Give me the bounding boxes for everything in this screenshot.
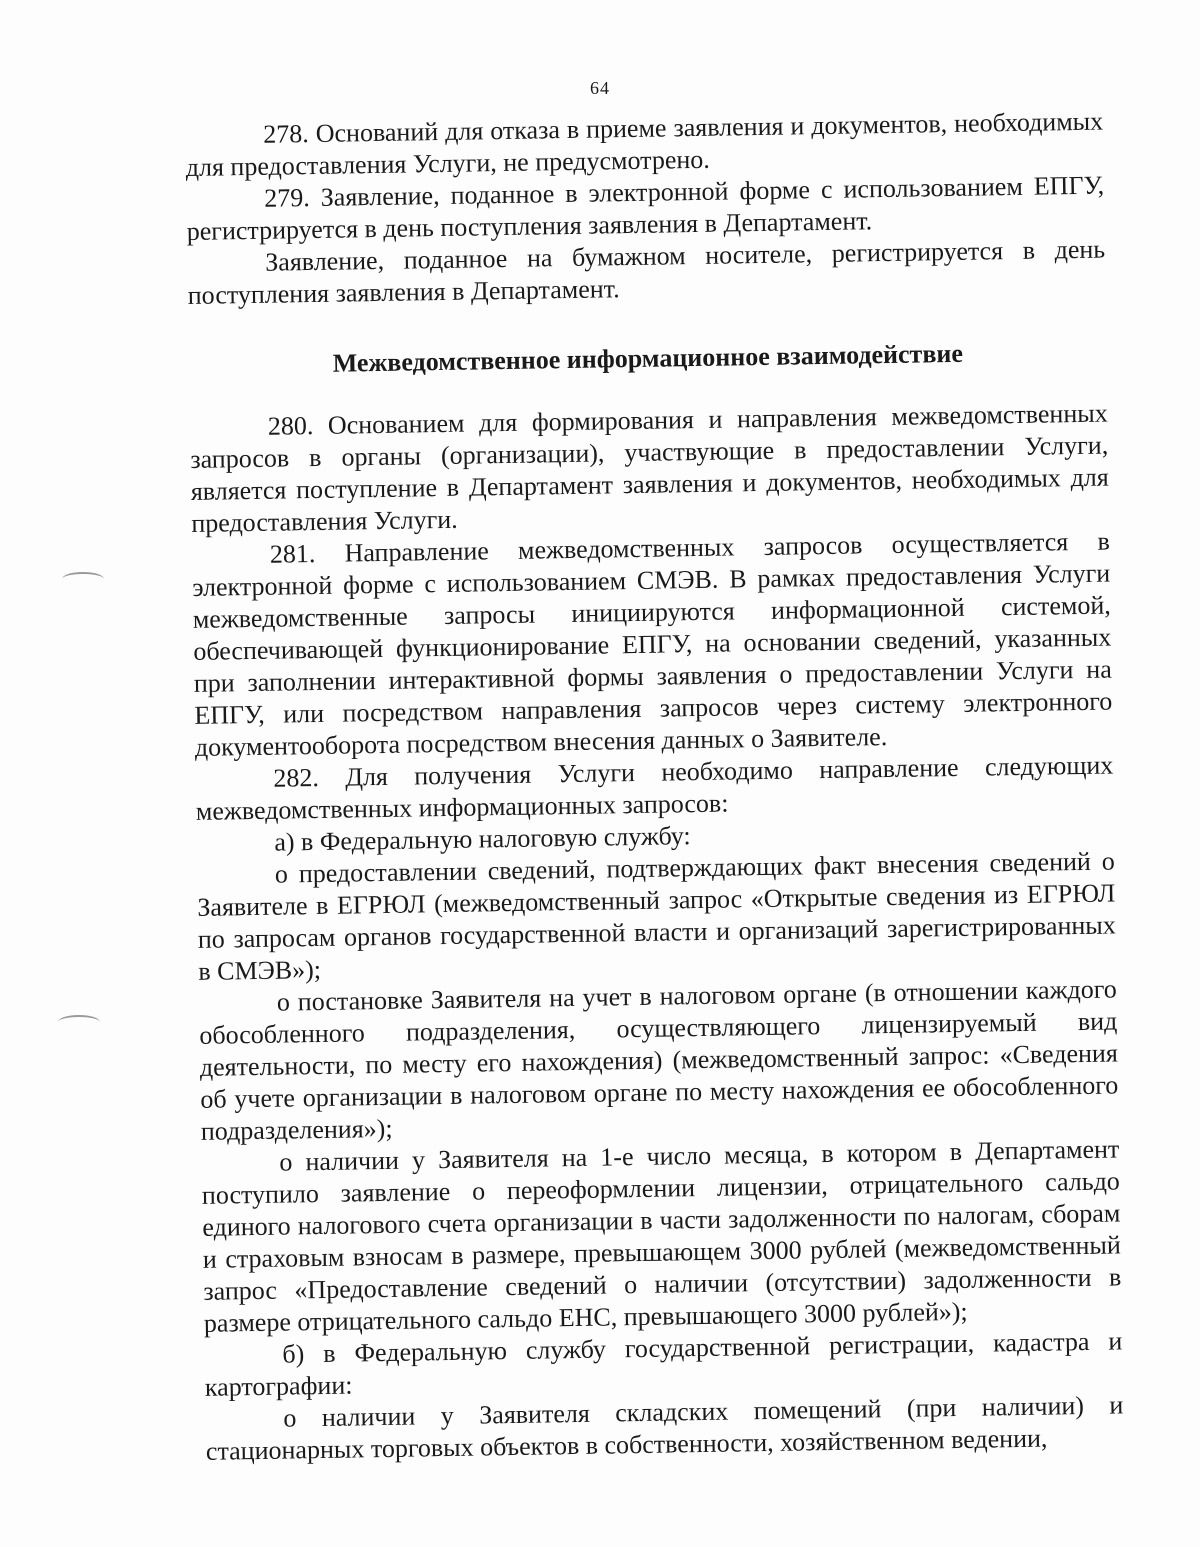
paragraph-281: 281. Направление межведомственных запросов осуществляется в электронной форме с использованием СМЭВ. В рамках предоставления Услуги межведомственные запросы инициируются информационной системой, обеспечивающей функционирование ЕПГУ, на основании сведений, указанных при заполнении интерактивной формы заявления о предоставлении Услуги на ЕПГУ, или посредством направления запросов через систему электронного документооборота посредством внесения данных о Заявителе. xyxy=(192,526,1113,762)
list-item-tax-registration: о постановке Заявителя на учет в налоговом органе (в отношении каждого обособленного подразделения, осуществляющего лицензируемый вид деятельности, по месту его нахождения) (межведомственный запрос: «Сведения об учете организации в налоговом органе по месту нахождения ее обособленного подразделения»); xyxy=(199,974,1119,1146)
paragraph-279: 279. Заявление, поданное в электронной форме с использованием ЕПГУ, регистрируется в день поступления заявления в Департамент. xyxy=(186,170,1105,246)
page-number: 64 xyxy=(590,78,610,98)
section-heading: Межведомственное информационное взаимодействие xyxy=(332,338,964,378)
paragraph-278: 278. Оснований для отказа в приеме заявления и документов, необходимых для предоставления Услуги, не предусмотрено. xyxy=(185,106,1104,182)
list-item-b: б) в Федеральную службу государственной регистрации, кадастра и картографии: xyxy=(204,1326,1123,1402)
paragraph-279-continuation: Заявление, поданное на бумажном носителе, регистрируется в день поступления заявления в Департамент. xyxy=(187,234,1106,310)
document-body xyxy=(185,106,1124,1468)
paragraph-280: 280. Основанием для формирования и направления межведомственных запросов в органы (организации), участвующие в предоставлении Услуги, является поступление в Департамент заявления и документов, необходимых для предоставления Услуги. xyxy=(190,398,1109,538)
paragraph-282: 282. Для получения Услуги необходимо направление следующих межведомственных информационных запросов: xyxy=(195,750,1114,826)
list-item-a: а) в Федеральную налоговую службу: xyxy=(274,821,691,857)
list-item-warehouses: о наличии у Заявителя складских помещений (при наличии) и стационарных торговых объектов в собственности, хозяйственном ведении, xyxy=(205,1390,1124,1466)
list-item-tax-debt: о наличии у Заявителя на 1-е число месяца, в котором в Департамент поступило заявление о переоформлении лицензии, отрицательного сальдо единого налогового счета организации в части задолженности по налогам, сборам и страховым взносам в размере, превышающем 3000 рублей (межведомственный запрос «Предоставление сведений о наличии (отсутствии) задолженности в размере отрицательного сальдо ЕНС, превышающего 3000 рублей»); xyxy=(201,1134,1122,1338)
scan-mark xyxy=(58,1015,100,1029)
list-item-egrul: о предоставлении сведений, подтверждающих факт внесения сведений о Заявителе в ЕГРЮЛ (межведомственный запрос «Открытые сведения из ЕГРЮЛ по запросам органов государственной власти и организаций зарегистрированных в СМЭВ»); xyxy=(197,846,1116,986)
scan-mark xyxy=(62,572,104,586)
